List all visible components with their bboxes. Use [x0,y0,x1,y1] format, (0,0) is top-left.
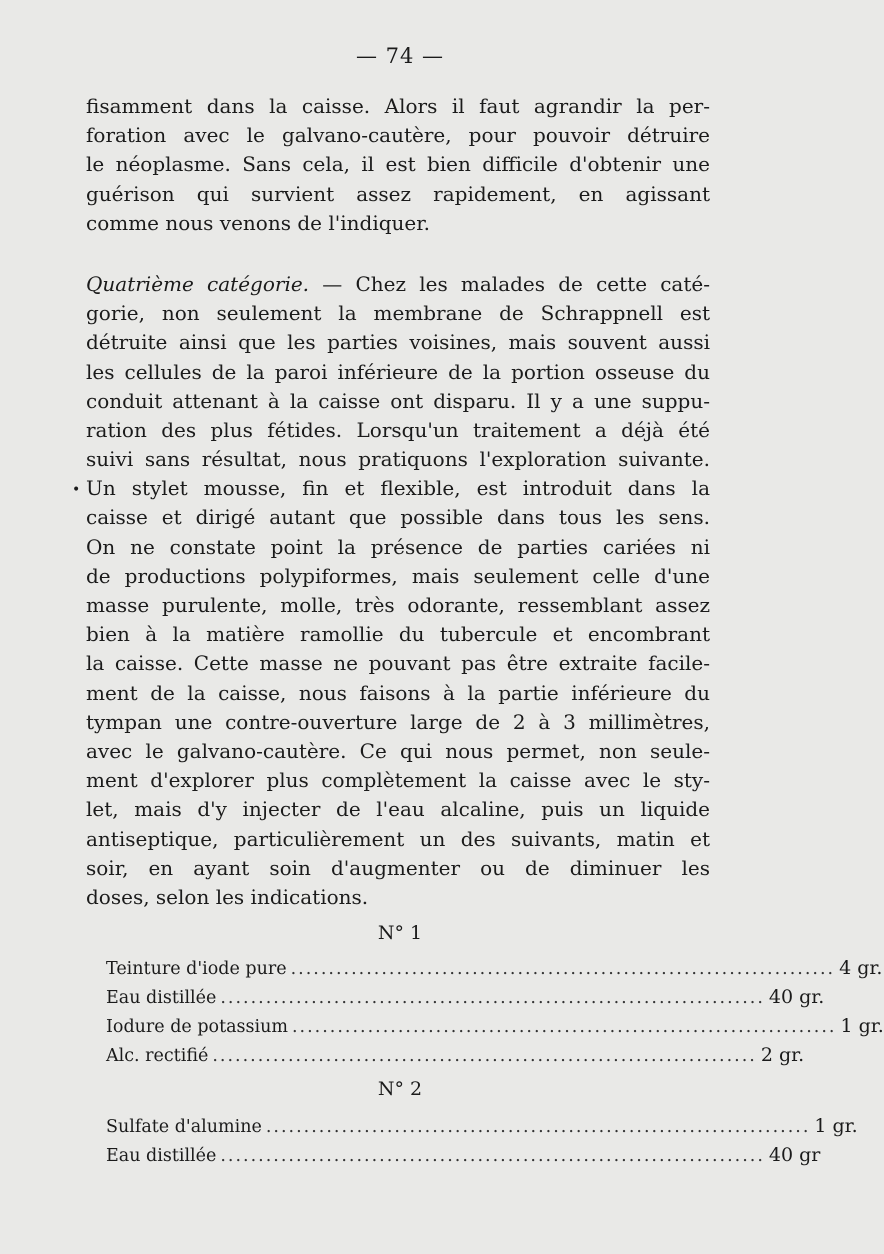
paragraph-2 [86,270,710,912]
ingredient-dose: 40 gr [768,1144,821,1166]
text-line [86,270,710,299]
text-line: Un stylet mousse, fin et flexible, est introduit dans la [86,476,710,501]
leader-dots: ........................................................................ [220,988,765,1008]
text-line: guérison qui survient assez rapidement, en agissant [86,181,710,206]
ingredient-name: Iodure de potassium [106,1017,288,1037]
ingredient-name: Sulfate d'alumine [106,1117,262,1137]
paragraph-1 [86,92,710,238]
text-line: les cellules de la paroi inférieure de la portion osseuse du [86,359,710,384]
text-line: ment d'explorer plus complètement la caisse avec le sty- [86,768,710,793]
formula-row [106,1141,821,1170]
ingredient-name: Eau distillée [106,1146,217,1166]
page-number: — 74 — [355,44,445,68]
leader-dots: ........................................................................ [212,1046,757,1066]
ingredient-dose: 4 gr. [839,957,883,979]
text-line: masse purulente, molle, très odorante, ressemblant assez [86,593,710,617]
text-line: On ne constate point la présence de parties cariées ni [86,534,710,559]
text-line: gorie, non seulement la membrane de Schrappnell est [86,301,710,326]
ingredient-name: Teinture d'iode pure [106,959,287,979]
text-line: de productions polypiformes, mais seulement celle d'une [86,563,710,588]
text-line: détruite ainsi que les parties voisines, mais souvent aussi [86,330,710,355]
text-line: foration avec le galvano-cautère, pour pouvoir détruire [86,123,710,148]
text-line: fisamment dans la caisse. Alors il faut agrandir la per- [86,94,710,118]
text-line: tympan une contre-ouverture large de 2 à 3 millimètres, [86,709,710,734]
formula-row [106,954,883,983]
text-line: la caisse. Cette masse ne pouvant pas être extraite facile- [86,651,710,676]
text-line: soir, en ayant soin d'augmenter ou de diminuer les [86,855,710,880]
formula-row [106,983,825,1012]
text-line: ration des plus fétides. Lorsqu'un traitement a déjà été [86,417,710,442]
formula-row [106,1112,858,1141]
section-lead: Quatrième catégorie. [86,271,310,296]
text-line: ment de la caisse, nous faisons à la partie inférieure du [86,680,710,705]
text-line: let, mais d'y injecter de l'eau alcaline, puis un liquide [86,797,710,822]
ingredient-name: Alc. rectifié [106,1046,209,1066]
leader-dots: ........................................................................ [291,1017,837,1037]
text-line: antiseptique, particulièrement un des suivants, matin et [86,826,710,851]
formula-2-title: N° 2 [377,1078,423,1100]
body-text [86,92,710,912]
leader-dots: ........................................................................ [290,959,836,979]
formula-row [106,1012,884,1041]
margin-dot-mark: • [72,482,81,498]
text-line: avec le galvano-cautère. Ce qui nous permet, non seule- [86,738,710,763]
text-line: caisse et dirigé autant que possible dans tous les sens. [86,505,710,530]
ingredient-dose: 1 gr. [814,1115,858,1137]
text-line: comme nous venons de l'indiquer. [86,210,430,235]
ingredient-dose: 40 gr. [768,986,825,1008]
formula-row [106,1041,805,1070]
leader-dots: ........................................................................ [220,1146,765,1166]
formula-1-list [106,954,884,1070]
ingredient-dose: 1 gr. [840,1015,884,1037]
text-line: suivi sans résultat, nous pratiquons l'exploration suivante. [86,447,710,472]
text-line: le néoplasme. Sans cela, il est bien difficile d'obtenir une [86,152,710,177]
leader-dots: ........................................................................ [265,1117,811,1137]
formula-2-list [106,1112,858,1170]
text-line: doses, selon les indications. [86,884,369,909]
formula-1-title: N° 1 [377,922,423,944]
text-span: — Chez les malades de cette caté- [309,271,710,296]
text-line: bien à la matière ramollie du tubercule et encombrant [86,622,710,647]
text-line: conduit attenant à la caisse ont disparu. Il y a une suppu- [86,388,710,413]
ingredient-dose: 2 gr. [760,1044,805,1066]
ingredient-name: Eau distillée [106,988,217,1008]
